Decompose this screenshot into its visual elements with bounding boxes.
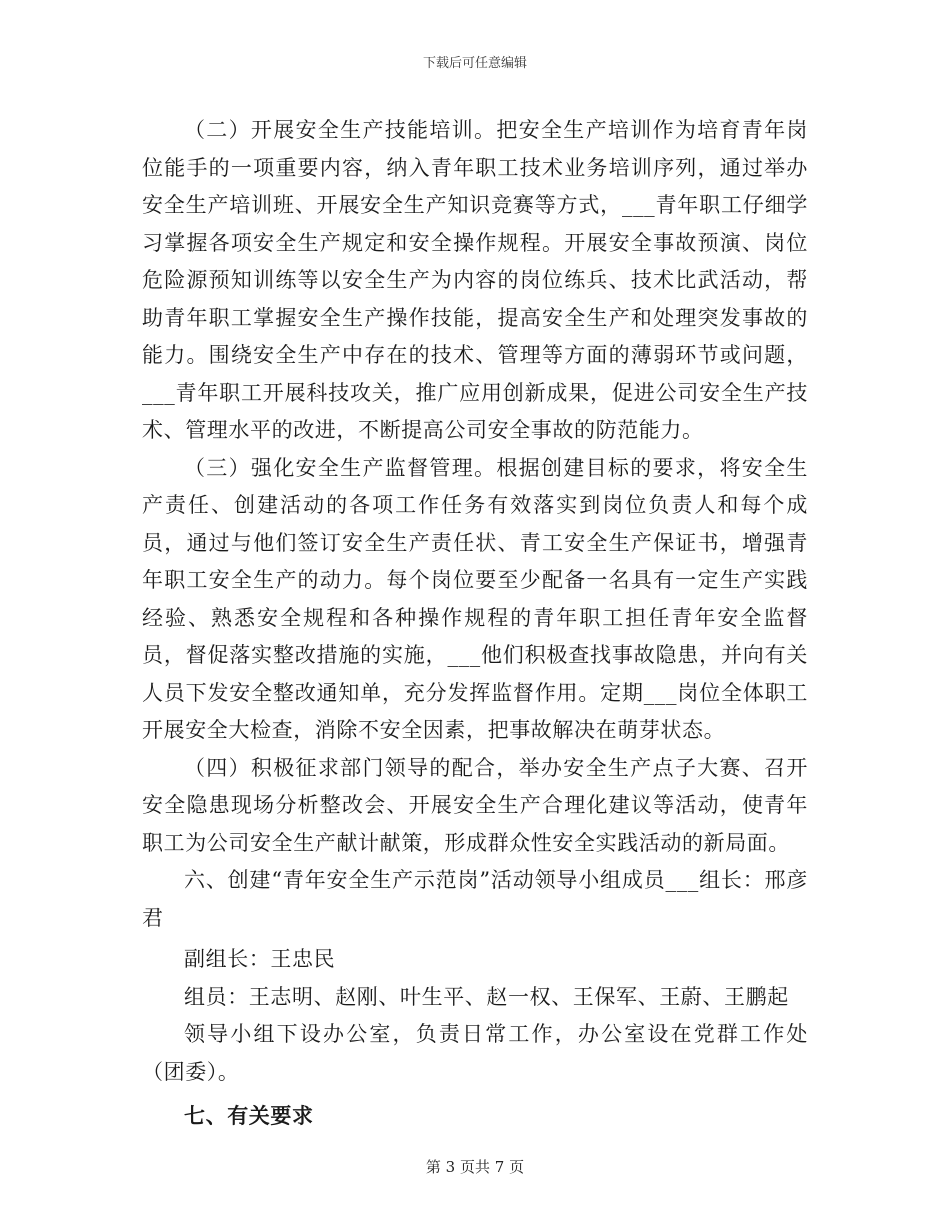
paragraph-supervision: （三）强化安全生产监督管理。根据创建目标的要求，将安全生产责任、创建活动的各项工作任务有效落实到岗位负责人和每个成员，通过与他们签订安全生产责任状、青工安全生产保证书，增强青年职工安全生产的动力。每个岗位要至少配备一名具有一定生产实践经验、熟悉安全规程和各种操作规程的青年职工担任青年安全监督员，督促落实整改措施的实施，___他们积极查找事故隐患，并向有关人员下发安全整改通知单，充分发挥监督作用。定期___岗位全体职工开展安全大检查，消除不安全因素，把事故解决在萌芽状态。 <box>142 455 808 742</box>
paragraph-skills-training: （二）开展安全生产技能培训。把安全生产培训作为培育青年岗位能手的一项重要内容，纳入青年职工技术业务培训序列，通过举办安全生产培训班、开展安全生产知识竞赛等方式，___青年职工仔细学习掌握各项安全生产规定和安全操作规程。开展安全事故预演、岗位危险源预知训练等以安全生产为内容的岗位练兵、技术比武活动，帮助青年职工掌握安全生产操作技能，提高安全生产和处理突发事故的能力。围绕安全生产中存在的技术、管理等方面的薄弱环节或问题，___青年职工开展科技攻关，推广应用创新成果，促进公司安全生产技术、管理水平的改进，不断提高公司安全事故的防范能力。 <box>142 118 808 442</box>
page-number: 第 3 页共 7 页 <box>425 1158 525 1176</box>
paragraph-leadership-group: 六、创建“青年安全生产示范岗”活动领导小组成员___组长：邢彦君 <box>142 868 808 930</box>
deputy-leader-line: 副组长：王忠民 <box>184 947 336 971</box>
document-body <box>142 112 808 1135</box>
page-header: 下载后可任意编辑 <box>422 56 527 71</box>
members-line: 组员：王志明、赵刚、叶生平、赵一权、王保军、王蔚、王鹏起 <box>184 984 789 1009</box>
paragraph-cooperation: （四）积极征求部门领导的配合，举办安全生产点子大赛、召开安全隐患现场分析整改会、开展安全生产合理化建议等活动，使青年职工为公司安全生产献计献策，形成群众性安全实践活动的新局面。 <box>142 755 808 855</box>
section-heading: 七、有关要求 <box>184 1103 314 1128</box>
office-line: 领导小组下设办公室，负责日常工作，办公室设在党群工作处（团委）。 <box>142 1022 808 1084</box>
